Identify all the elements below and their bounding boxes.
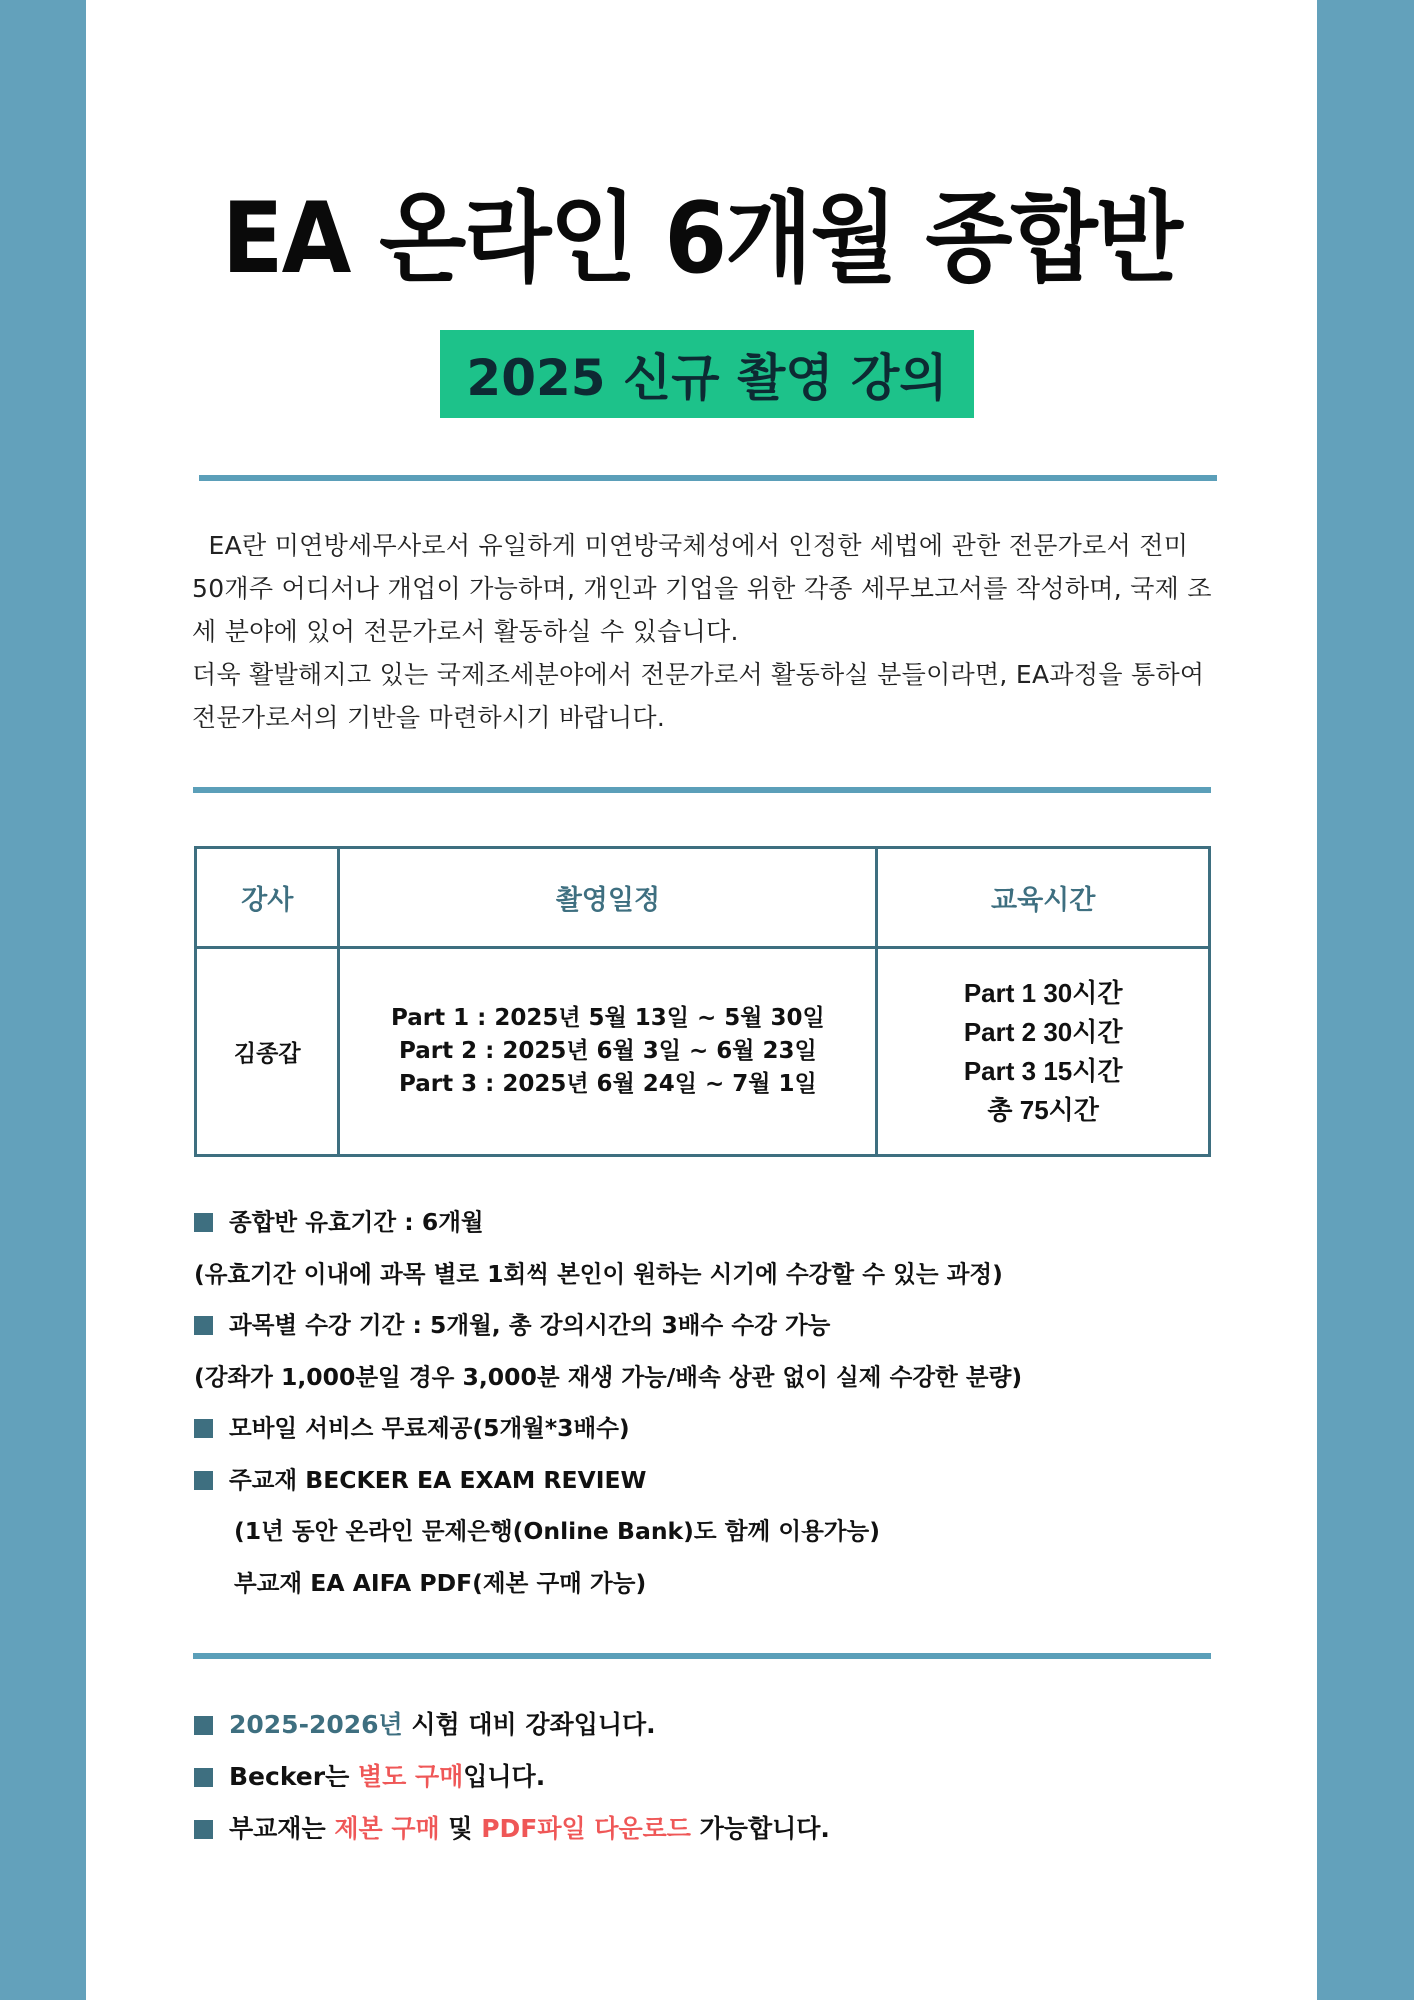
course-details (194, 1197, 1234, 1609)
subject-period-note: (강좌가 1,000분일 경우 3,000분 재생 가능/배속 상관 없이 실제 수강한 분량) (194, 1362, 1023, 1391)
note-3-mid: 및 (439, 1814, 482, 1843)
table-header-row (196, 848, 1210, 948)
note-3-suffix: 가능합니다. (690, 1814, 830, 1843)
instructor-name: 김종갑 (196, 948, 339, 1156)
page-title: EA 온라인 6개월 종합반 (221, 182, 1182, 296)
note-1-text: 시험 대비 강좌입니다. (402, 1710, 656, 1739)
subject-period-text: 과목별 수강 기간 : 5개월, 총 강의시간의 3배수 수강 가능 (229, 1311, 831, 1339)
header-schedule: 촬영일정 (339, 848, 877, 948)
schedule-part-3: Part 3 : 2025년 6월 24일 ~ 7월 1일 (399, 1071, 817, 1097)
divider-middle (193, 787, 1211, 793)
note-3-highlight-2: PDF파일 다운로드 (481, 1814, 691, 1843)
subtitle-banner (440, 330, 974, 418)
hours-total: 총 75시간 (987, 1094, 1099, 1125)
note-3-highlight-1: 제본 구매 (334, 1814, 440, 1843)
main-textbook-text: 주교재 BECKER EA EXAM REVIEW (229, 1465, 647, 1494)
validity-note: (유효기간 이내에 과목 별로 1회씩 본인이 원하는 시기에 수강할 수 있는 과정) (194, 1259, 1003, 1288)
schedule-part-2: Part 2 : 2025년 6월 3일 ~ 6월 23일 (399, 1038, 817, 1064)
divider-bottom (193, 1653, 1211, 1659)
header-hours: 교육시간 (877, 848, 1210, 948)
note-2-highlight: 별도 구매 (357, 1762, 464, 1791)
square-bullet-icon (194, 1471, 213, 1490)
square-bullet-icon (194, 1419, 213, 1438)
list-item (194, 1558, 1234, 1610)
list-item (194, 1300, 1234, 1352)
square-bullet-icon (194, 1716, 213, 1735)
main-textbook-note: (1년 동안 온라인 문제은행(Online Bank)도 함께 이용가능) (234, 1517, 880, 1545)
education-hours (877, 948, 1210, 1156)
note-2-suffix: 입니다. (463, 1762, 546, 1791)
notes-section (194, 1699, 1234, 1855)
note-2-prefix: Becker는 (229, 1762, 358, 1791)
square-bullet-icon (194, 1820, 213, 1839)
schedule-part-1: Part 1 : 2025년 5월 13일 ~ 5월 30일 (391, 1005, 825, 1031)
exam-years: 2025-2026년 (229, 1710, 403, 1739)
square-bullet-icon (194, 1316, 213, 1335)
intro-paragraph-2: 더욱 활발해지고 있는 국제조세분야에서 전문가로서 활동하실 분들이라면, EA과정을 통하여 전문가로서의 기반을 마련하시기 바랍니다. (192, 660, 1205, 732)
schedule-dates (339, 948, 877, 1156)
list-item (194, 1403, 1234, 1455)
subtitle-text: 2025 신규 촬영 강의 (466, 349, 948, 407)
list-item (194, 1455, 1234, 1507)
list-item (194, 1249, 1234, 1301)
square-bullet-icon (194, 1213, 213, 1232)
intro-paragraph-1: EA란 미연방세무사로서 유일하게 미연방국체성에서 인정한 세법에 관한 전문가로서 전미 50개주 어디서나 개업이 가능하며, 개인과 기업을 위한 각종 세무보고서를 작성하며, 국제 조세 분야에 있어 전문가로서 활동하실 수 있습니다. (192, 531, 1212, 646)
note-3-prefix: 부교재는 (229, 1814, 335, 1843)
validity-text: 종합반 유효기간 : 6개월 (229, 1208, 484, 1236)
list-item (194, 1352, 1234, 1404)
poster-page (86, 0, 1317, 2000)
list-item (194, 1751, 1234, 1803)
intro-text (192, 524, 1214, 739)
table-row (196, 948, 1210, 1156)
list-item (194, 1803, 1234, 1855)
mobile-service-text: 모바일 서비스 무료제공(5개월*3배수) (229, 1414, 630, 1442)
sub-textbook-text: 부교재 EA AIFA PDF(제본 구매 가능) (234, 1568, 647, 1597)
square-bullet-icon (194, 1768, 213, 1787)
list-item (194, 1506, 1234, 1558)
hours-part-3: Part 3 15시간 (963, 1055, 1123, 1086)
header-instructor: 강사 (196, 848, 339, 948)
list-item (194, 1197, 1234, 1249)
divider-top (199, 475, 1217, 481)
hours-part-1: Part 1 30시간 (963, 977, 1123, 1008)
hours-part-2: Part 2 30시간 (963, 1016, 1123, 1047)
schedule-table (194, 846, 1211, 1157)
list-item (194, 1699, 1234, 1751)
